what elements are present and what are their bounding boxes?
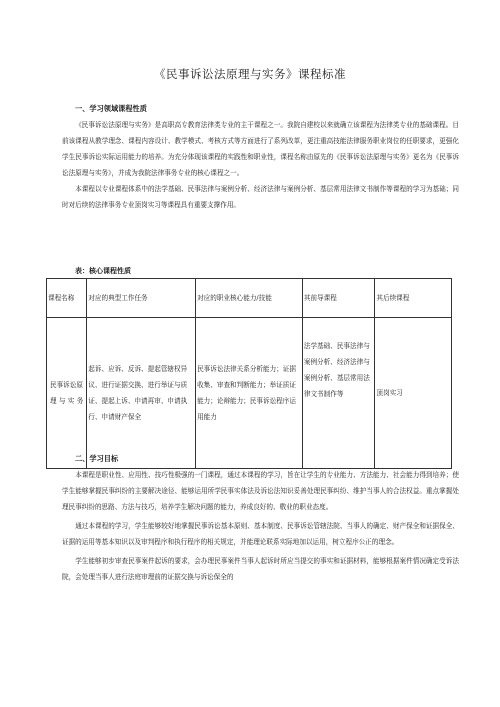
section-heading-course-nature: 一、学习领域课程性质 <box>75 104 147 113</box>
document-title: 《民事诉讼法原理与实务》课程标准 <box>154 67 346 81</box>
table-header-row <box>47 279 452 318</box>
section-1-body <box>62 117 459 213</box>
section-2-body <box>62 467 459 585</box>
header-followups: 其后续课程 <box>375 279 452 318</box>
header-core-skills: 对应的职业核心能力/技能 <box>196 279 303 318</box>
cell-tasks: 起诉、应诉、反诉、提起管辖权异议、进行证据交换、进行举证与质证、提起上诉、申请再审、申请执行、申请财产保全 <box>87 318 196 469</box>
table-caption: 表：核心课程性质 <box>75 267 131 275</box>
cell-course-name: 民事诉讼原理与实务 <box>47 318 87 469</box>
header-typical-tasks: 对应的典型工作任务 <box>87 279 196 318</box>
core-course-table <box>46 278 452 469</box>
paragraph: 通过本课程的学习，学生能够较好地掌握民事诉讼基本原则、基本制度、民事诉讼管辖法院、当事人的确定、财产保全和证据保全、证据的运用等基本知识以及审判程序和执行程序的相关规定，并能理论联系实际地加以运用，树立程序公正的理念。 <box>62 522 459 546</box>
header-course-name: 课程名称 <box>47 279 87 318</box>
paragraph: 学生能够初步审查民事案件起诉的要求，会办理民事案件当事人起诉时所应当提交的事实和证据材料，能够根据案件情况确定受诉法院，会处理当事人进行法庭审理前的证据交换与诉讼保全的 <box>62 557 459 581</box>
paragraph: 本课程是职业性、应用性、技巧性极强的一门课程，通过本课程的学习，旨在让学生的专业能力、方法能力、社会能力得到培养；使学生能够掌握民事纠纷的主要解决途径、能够运用所学民事实体法及诉讼法知识妥善处理民事纠纷、维护当事人的合法权益。重点掌握处理民事纠纷的思路、方法与技巧，培养学生解决问题的能力，养成良好的、敬业的职业态度。 <box>62 471 459 511</box>
table-row <box>47 318 452 469</box>
cell-prerequisites: 法学基础、民事法律与案例分析、经济法律与案例分析、基层常用法律文书制作等 <box>302 318 375 469</box>
header-prerequisites: 其前导课程 <box>302 279 375 318</box>
cell-followups: 顶岗实习 <box>375 318 452 469</box>
cell-skills: 民事诉讼法律关系分析能力；证据收集、审查和判断能力；举证质证能力；论辩能力；民事诉讼程序运用能力 <box>196 318 303 469</box>
paragraph: 本课程以专业课程体系中的法学基础、民事法律与案例分析、经济法律与案例分析、基层常用法律文书制作等课程的学习为基础；同时对后续的法律事务专业顶岗实习等课程具有重要支撑作用。 <box>62 185 459 209</box>
section-heading-learning-goals: 二、学习目标 <box>75 454 119 463</box>
paragraph: 《民事诉讼法原理与实务》是高职高专教育法律类专业的主干课程之一。我院自建校以来就确立该课程为法律类专业的基础课程。目前该课程从教学理念、课程内容设计、教学模式、考核方式等方面进行了系列改革，更注重高技能法律服务职业岗位的任职要求，更强化学生民事诉讼实际运用能力的培养。为充分体现该课程的实践性和职业性，课程名称由原先的《民事诉讼法原理与实务》更名为《民事诉讼法原理与实务》，并成为我院法律事务专业的核心课程之一。 <box>62 121 459 177</box>
